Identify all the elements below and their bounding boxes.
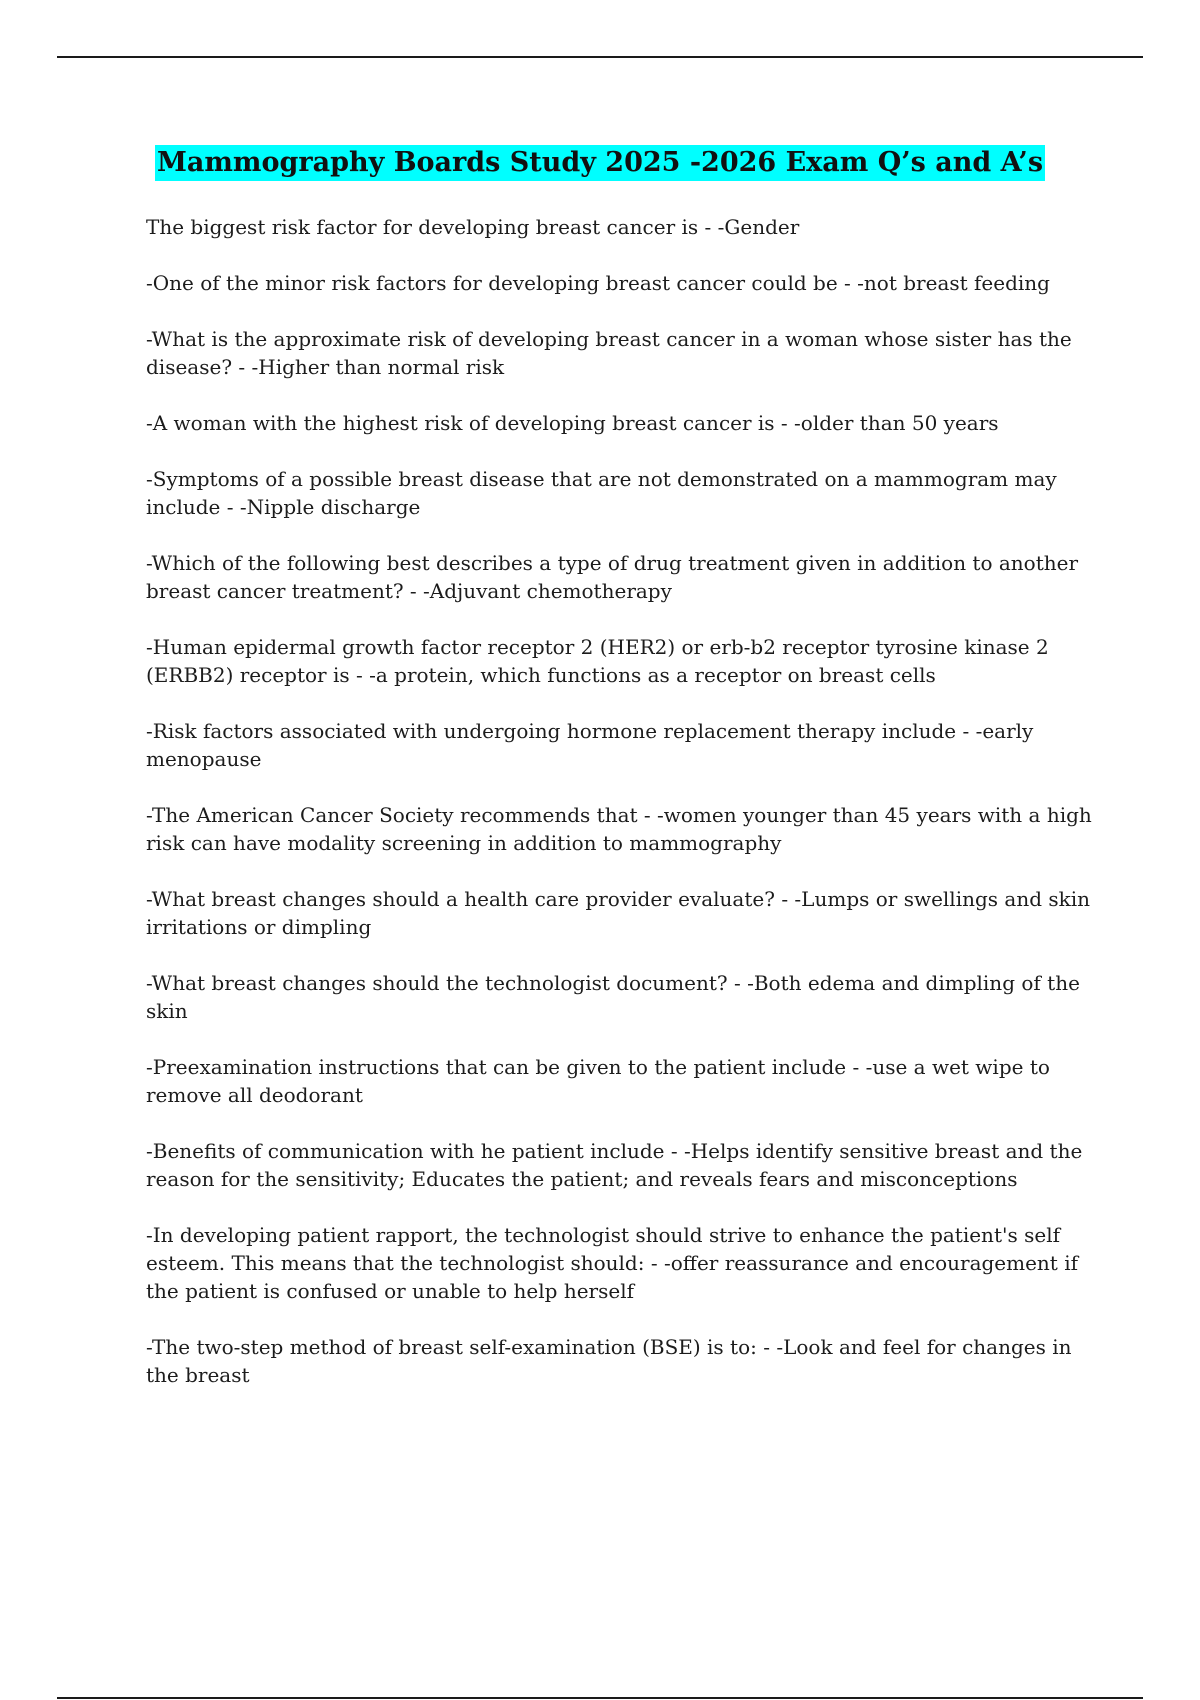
qa-item-12: -Preexamination instructions that can be given to the patient include - -use a wet wipe to remove all deodorant <box>146 1055 1050 1107</box>
qa-item-2: -One of the minor risk factors for developing breast cancer could be - -not breast feeding <box>146 271 1050 295</box>
bottom-rule <box>57 1697 1143 1699</box>
document-title: Mammography Boards Study 2025 -2026 Exam Q’s and A’s <box>155 145 1045 181</box>
qa-item-8: -Risk factors associated with undergoing hormone replacement therapy include - -early menopause <box>146 719 1034 771</box>
qa-item-6: -Which of the following best describes a type of drug treatment given in addition to another breast cancer treatment? - -Adjuvant chemotherapy <box>146 551 1079 603</box>
qa-item-1: The biggest risk factor for developing breast cancer is - -Gender <box>146 215 800 239</box>
qa-item-3: -What is the approximate risk of developing breast cancer in a woman whose sister has the disease? - -Higher than normal risk <box>146 327 1072 379</box>
title-container <box>0 145 1200 181</box>
qa-item-5: -Symptoms of a possible breast disease that are not demonstrated on a mammogram may include - -Nipple discharge <box>146 467 1057 519</box>
qa-item-14: -In developing patient rapport, the technologist should strive to enhance the patient's self esteem. This means that the technologist should: - -offer reassurance and encouragement if the patient is confused or unable to help herself <box>146 1223 1079 1303</box>
qa-item-4: -A woman with the highest risk of developing breast cancer is - -older than 50 years <box>146 411 999 435</box>
qa-item-15: -The two-step method of breast self-examination (BSE) is to: - -Look and feel for changes in the breast <box>146 1335 1072 1387</box>
qa-item-11: -What breast changes should the technologist document? - -Both edema and dimpling of the skin <box>146 971 1080 1023</box>
qa-item-13: -Benefits of communication with he patient include - -Helps identify sensitive breast and the reason for the sensitivity; Educates the patient; and reveals fears and misconceptions <box>146 1139 1083 1191</box>
qa-item-9: -The American Cancer Society recommends that - -women younger than 45 years with a high risk can have modality screening in addition to mammography <box>146 803 1092 855</box>
qa-item-10: -What breast changes should a health care provider evaluate? - -Lumps or swellings and skin irritations or dimpling <box>146 887 1091 939</box>
qa-item-7: -Human epidermal growth factor receptor 2 (HER2) or erb-b2 receptor tyrosine kinase 2 (ERBB2) receptor is - -a protein, which functions as a receptor on breast cells <box>146 635 1049 687</box>
top-rule <box>57 56 1143 58</box>
qa-list <box>146 213 1096 1417</box>
